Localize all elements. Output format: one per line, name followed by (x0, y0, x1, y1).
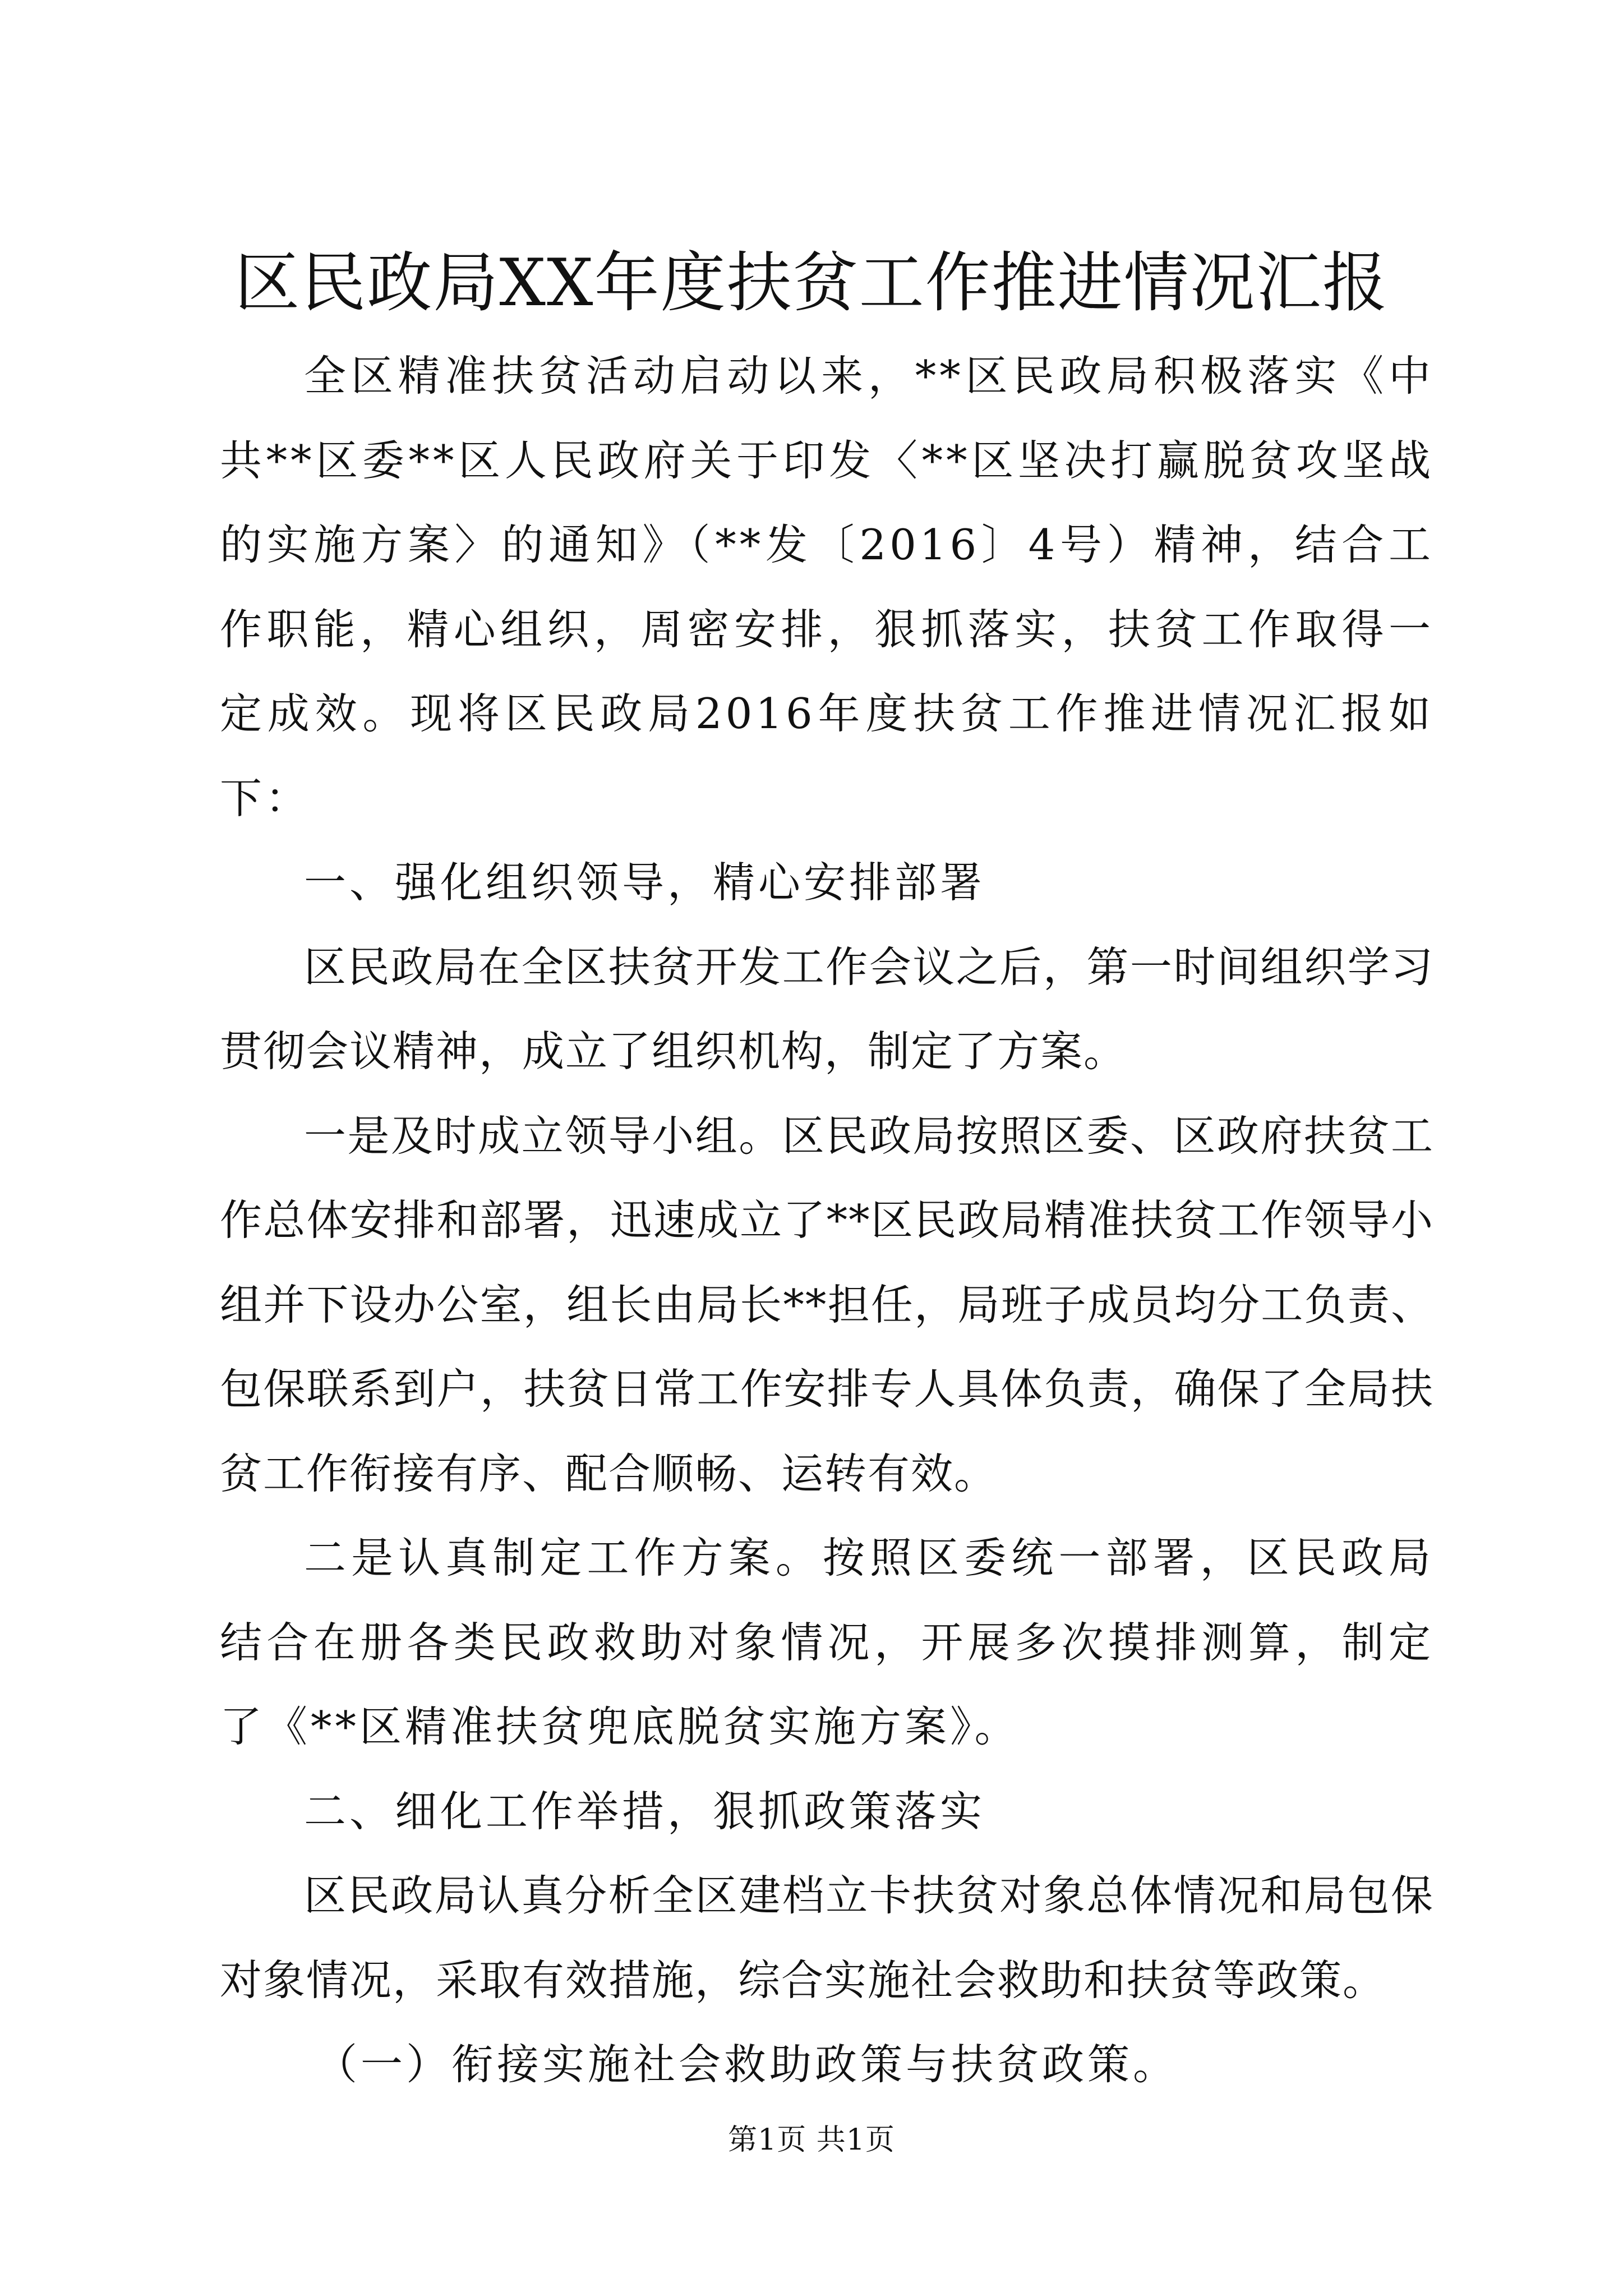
document-body (220, 334, 1434, 2107)
paragraph-section-1-intro: 区民政局在全区扶贫开发工作会议之后，第一时间组织学习贯彻会议精神，成立了组织机构，制定了方案。 (220, 942, 1434, 1076)
paragraph-work-plan: 二是认真制定工作方案。按照区委统一部署，区民政局结合在册各类民政救助对象情况，开展多次摸排测算，制定了《**区精准扶贫兜底脱贫实施方案》。 (220, 1533, 1434, 1751)
document-title: 区民政局XX年度扶贫工作推进情况汇报 (234, 245, 1389, 321)
paragraph-intro: 全区精准扶贫活动启动以来，**区民政局积极落实《中共**区委**区人民政府关于印发〈**区坚决打赢脱贫攻坚战的实施方案〉的通知》（**发〔2016〕4号）精神，结合工作职能，精心组织，周密安排，狠抓落实，扶贫工作取得一定成效。现将区民政局2016年度扶贫工作推进情况汇报如下： (220, 351, 1434, 823)
paragraph-leading-group: 一是及时成立领导小组。区民政局按照区委、区政府扶贫工作总体安排和部署，迅速成立了**区民政局精准扶贫工作领导小组并下设办公室，组长由局长**担任，局班子成员均分工负责、包保联系到户，扶贫日常工作安排专人具体负责，确保了全局扶贫工作衔接有序、配合顺畅、运转有效。 (220, 1111, 1434, 1498)
subsection-heading-1: （一）衔接实施社会救助政策与扶贫政策。 (315, 2040, 1179, 2089)
paragraph-section-2-intro: 区民政局认真分析全区建档立卡扶贫对象总体情况和局包保对象情况，采取有效措施，综合实施社会救助和扶贫等政策。 (220, 1871, 1434, 2005)
section-heading-2: 二、细化工作举措，狠抓政策落实 (304, 1786, 986, 1836)
section-heading-1: 一、强化组织领导，精心安排部署 (304, 858, 986, 907)
page-number-footer: 第1页 共1页 (728, 2123, 895, 2157)
